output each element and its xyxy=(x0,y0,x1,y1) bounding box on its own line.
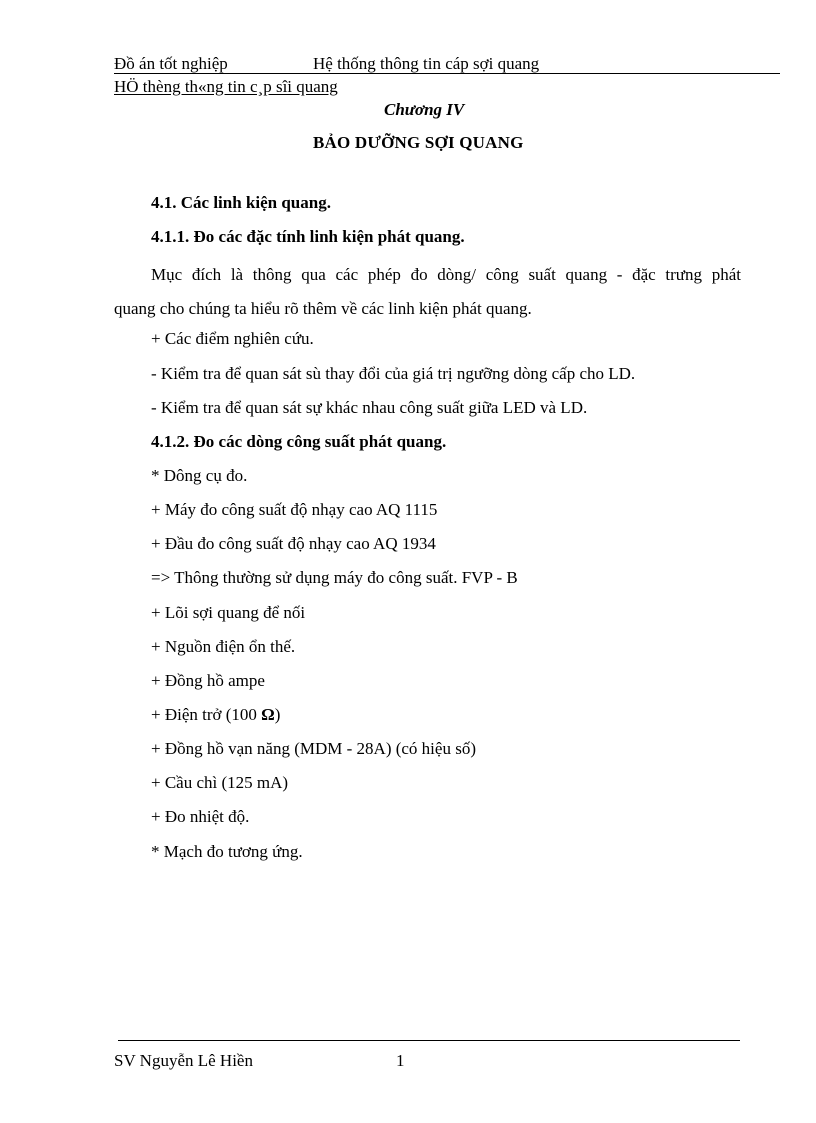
list-item-text: + Điện trở (100 xyxy=(151,705,262,724)
header-document-title: Hệ thống thông tin cáp sợi quang xyxy=(313,54,540,73)
list-item: + Đồng hồ ampe xyxy=(151,671,265,690)
purpose-paragraph xyxy=(114,258,741,326)
footer-divider xyxy=(118,1040,740,1041)
list-item: + Đo nhiệt độ. xyxy=(151,807,250,826)
header-document-type: Đồ án tốt nghiệp xyxy=(114,54,228,73)
list-item: - Kiểm tra để quan sát sù thay đổi của giá trị ngưỡng dòng cấp cho LD. xyxy=(151,364,636,383)
list-item: => Thông thường sử dụng máy đo công suất. FVP - B xyxy=(151,568,518,587)
footer-author: SV Nguyễn Lê Hiền xyxy=(114,1051,253,1070)
list-item: - Kiểm tra để quan sát sự khác nhau công suất giữa LED và LD. xyxy=(151,398,588,417)
circuit-heading: * Mạch đo tương ứng. xyxy=(151,842,303,861)
chapter-number: Chương IV xyxy=(384,100,465,119)
header-encoded-title: HÖ thèng th«ng tin c¸p sîi quang xyxy=(114,77,338,96)
chapter-title: BẢO DƯỠNG SỢI QUANG xyxy=(313,133,524,152)
list-item: + Lõi sợi quang để nối xyxy=(151,603,306,622)
list-item: + Đầu đo công suất độ nhạy cao AQ 1934 xyxy=(151,534,436,553)
list-item: + Nguồn điện ổn thế. xyxy=(151,637,296,656)
tools-heading: * Dông cụ đo. xyxy=(151,466,248,485)
list-item-text: ) xyxy=(274,705,281,724)
section-heading: 4.1. Các linh kiện quang. xyxy=(151,193,331,212)
research-points-heading: + Các điểm nghiên cứu. xyxy=(151,329,314,348)
list-item: + Cầu chì (125 mA) xyxy=(151,773,289,792)
ohm-symbol: Ω xyxy=(261,705,275,724)
header-divider xyxy=(114,73,780,74)
list-item: + Đồng hồ vạn năng (MDM - 28A) (có hiệu số) xyxy=(151,739,476,758)
paragraph-line: quang cho chúng ta hiểu rõ thêm về các linh kiện phát quang. xyxy=(114,299,532,318)
paragraph-line: Mục đích là thông qua các phép đo dòng/ công suất quang - đặc trưng phát xyxy=(151,265,741,284)
page-number: 1 xyxy=(396,1051,405,1070)
subsection-heading-4-1-2: 4.1.2. Đo các dòng công suất phát quang. xyxy=(151,432,447,451)
list-item-resistor xyxy=(151,705,280,725)
subsection-heading-4-1-1: 4.1.1. Đo các đặc tính linh kiện phát quang. xyxy=(151,227,465,246)
list-item: + Máy đo công suất độ nhạy cao AQ 1115 xyxy=(151,500,438,519)
